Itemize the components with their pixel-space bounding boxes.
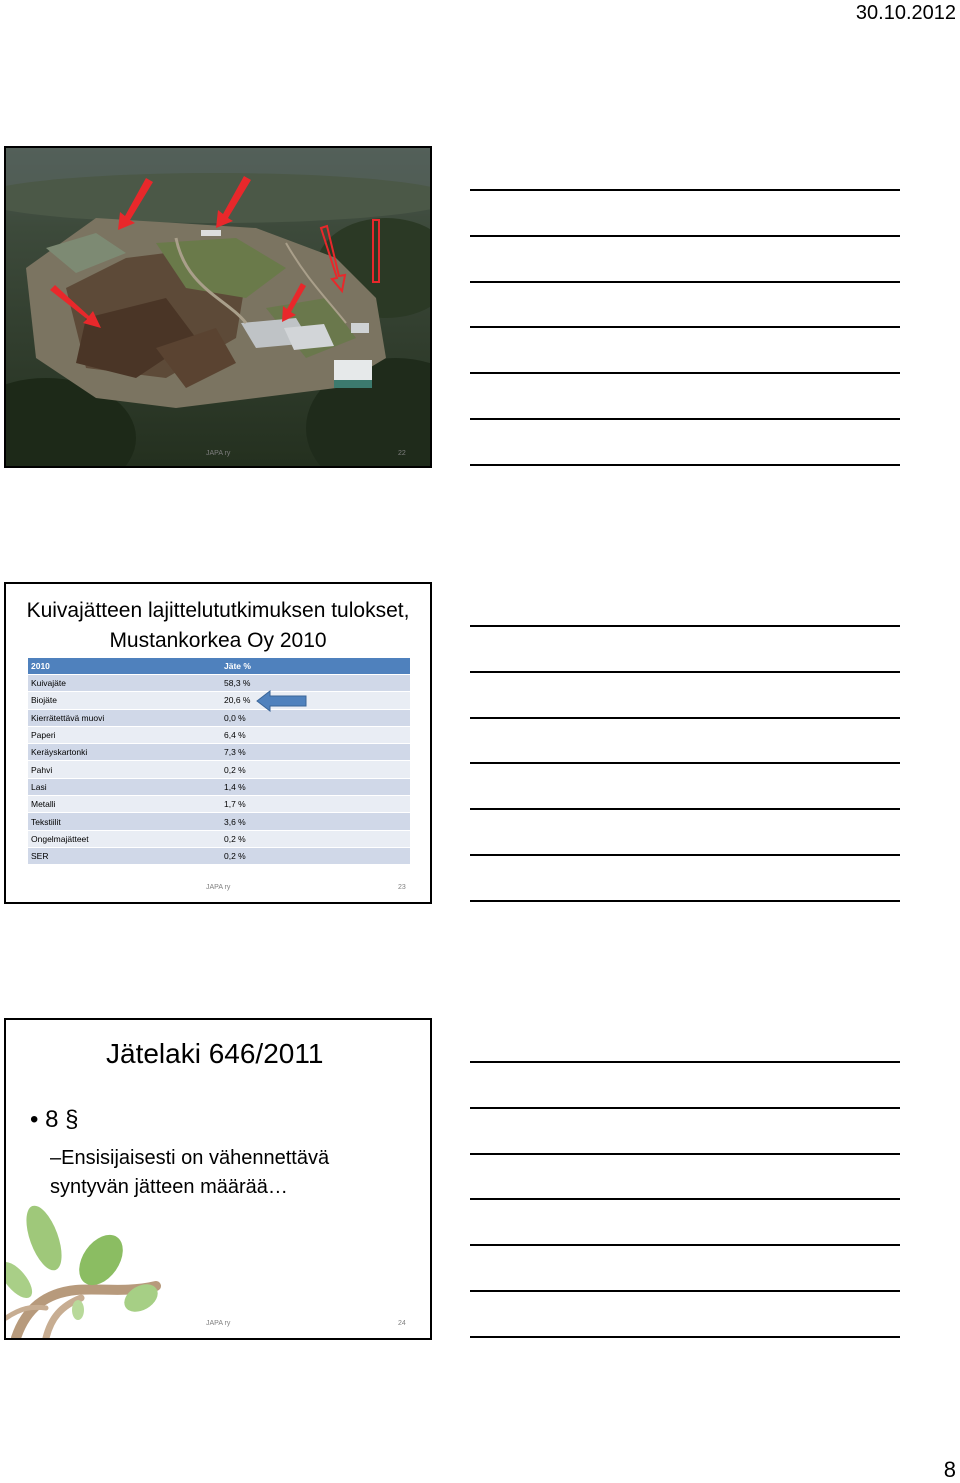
waste-percent-cell: 0,0 % xyxy=(221,709,410,726)
note-line xyxy=(470,854,900,856)
slide-waste-act xyxy=(4,1018,432,1340)
slide-aerial-photo xyxy=(4,146,432,468)
tree-logo-graphic xyxy=(6,1198,176,1338)
table-row xyxy=(28,813,410,830)
waste-category-cell: Paperi xyxy=(28,726,221,743)
waste-percent-cell: 0,2 % xyxy=(221,830,410,847)
note-line xyxy=(470,1336,900,1338)
waste-percent-cell: 58,3 % xyxy=(221,675,410,692)
waste-percent-cell: 1,4 % xyxy=(221,778,410,795)
note-line xyxy=(470,281,900,283)
note-line xyxy=(470,1061,900,1063)
waste-category-cell: Metalli xyxy=(28,796,221,813)
note-line xyxy=(470,900,900,902)
slide-title: Jätelaki 646/2011 xyxy=(106,1038,324,1069)
note-line xyxy=(470,1198,900,1200)
waste-percent-cell: 1,7 % xyxy=(221,796,410,813)
page-date: 30.10.2012 xyxy=(855,2,956,24)
bullet-section xyxy=(30,1106,78,1134)
slide-number: 22 xyxy=(398,450,406,457)
page-number: 8 xyxy=(943,1457,956,1482)
slide-footer-label: JAPA ry xyxy=(206,884,231,891)
note-line xyxy=(470,418,900,420)
note-line xyxy=(470,189,900,191)
slide-number: 23 xyxy=(398,884,406,891)
table-row xyxy=(28,847,410,864)
table-header-year: 2010 xyxy=(28,658,221,675)
waste-category-cell: Ongelmajätteet xyxy=(28,830,221,847)
waste-percent-cell: 0,2 % xyxy=(221,847,410,864)
waste-category-cell: Biojäte xyxy=(28,692,221,709)
table-row xyxy=(28,726,410,743)
slide-footer-label: JAPA ry xyxy=(206,1320,231,1327)
sub-bullet-text: –Ensisijaisesti on vähennettävä syntyvän jätteen määrää… xyxy=(50,1147,330,1198)
slide-sorting-results xyxy=(4,582,432,904)
bullet-dot: • xyxy=(30,1106,39,1133)
table-row xyxy=(28,744,410,761)
table-row xyxy=(28,778,410,795)
note-line xyxy=(470,671,900,673)
note-line xyxy=(470,762,900,764)
waste-category-cell: SER xyxy=(28,847,221,864)
note-line xyxy=(470,235,900,237)
waste-category-cell: Pahvi xyxy=(28,761,221,778)
waste-percent-cell: 3,6 % xyxy=(221,813,410,830)
note-line xyxy=(470,1290,900,1292)
table-header-row xyxy=(28,658,410,675)
note-line xyxy=(470,372,900,374)
waste-category-cell: Tekstiilit xyxy=(28,813,221,830)
waste-category-cell: Kierrätettävä muovi xyxy=(28,709,221,726)
note-line xyxy=(470,1244,900,1246)
blue-arrow-icon xyxy=(256,690,308,712)
waste-percent-cell: 0,2 % xyxy=(221,761,410,778)
waste-percent-cell: 6,4 % xyxy=(221,726,410,743)
note-line xyxy=(470,1107,900,1109)
waste-category-cell: Kuivajäte xyxy=(28,675,221,692)
table-row xyxy=(28,709,410,726)
note-line xyxy=(470,464,900,466)
aerial-photo xyxy=(6,148,430,466)
note-line xyxy=(470,808,900,810)
slide-title: Kuivajätteen lajittelututkimuksen tulokset, Mustankorkea Oy 2010 xyxy=(26,599,410,652)
waste-percent-cell: 7,3 % xyxy=(221,744,410,761)
table-row xyxy=(28,675,410,692)
slide-footer-label: JAPA ry xyxy=(206,450,231,457)
table-row xyxy=(28,796,410,813)
waste-composition-table xyxy=(28,658,410,864)
table-row xyxy=(28,830,410,847)
note-line xyxy=(470,625,900,627)
note-line xyxy=(470,1153,900,1155)
bullet-text: 8 § xyxy=(45,1106,79,1133)
slide-number: 24 xyxy=(398,1320,406,1327)
note-line xyxy=(470,717,900,719)
table-row xyxy=(28,761,410,778)
waste-percent-cell: 20,6 % xyxy=(221,692,410,709)
waste-category-cell: Lasi xyxy=(28,778,221,795)
table-header-percent: Jäte % xyxy=(221,658,410,675)
table-row xyxy=(28,692,410,709)
waste-category-cell: Keräyskartonki xyxy=(28,744,221,761)
note-line xyxy=(470,326,900,328)
